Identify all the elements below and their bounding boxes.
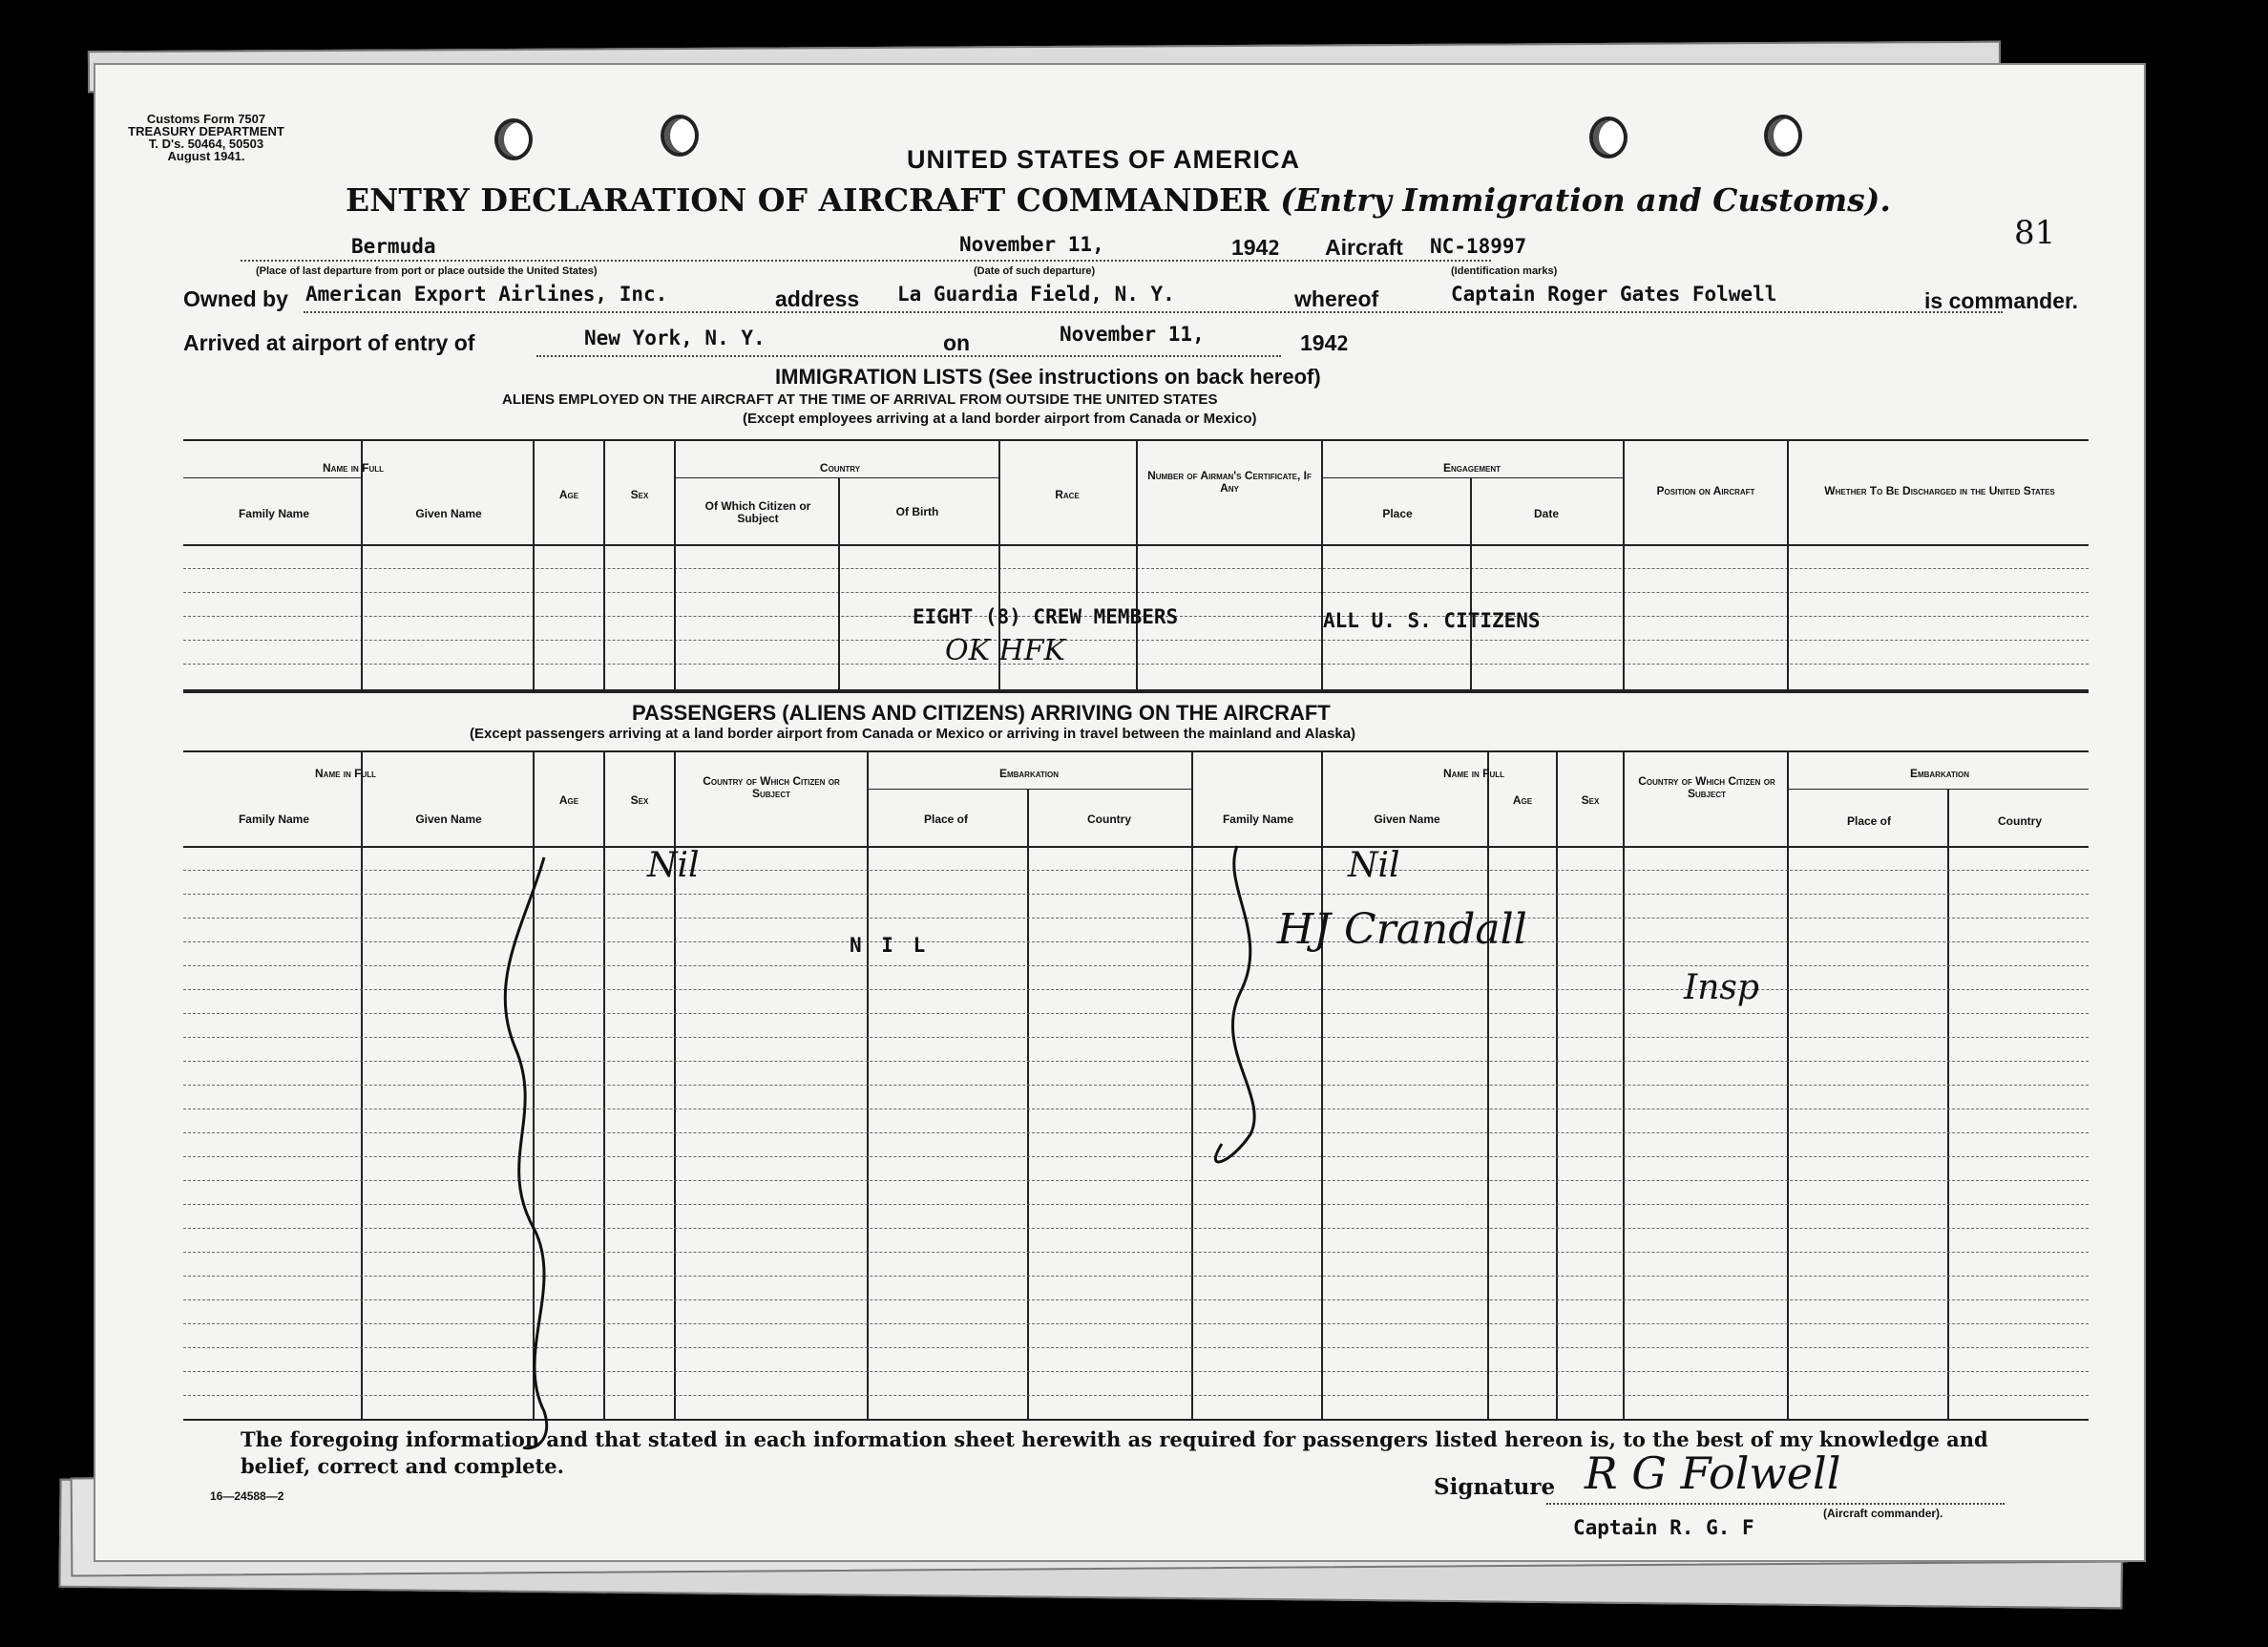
owned-by-label: Owned by — [183, 286, 288, 311]
nil-typed: N I L — [850, 934, 930, 957]
crew-members-note: EIGHT (8) CREW MEMBERS — [913, 605, 1179, 628]
commander-signature: R G Folwell — [1585, 1447, 1841, 1499]
handwritten-strike-lines — [95, 65, 2148, 1564]
pcol-country-2: Country — [1998, 814, 2042, 828]
pcol-place-of-2: Place of — [1846, 814, 1892, 828]
inspector-signature: HJ Crandall — [1277, 905, 1527, 954]
pcol-name-in-full-2: Name in Full — [1443, 767, 1504, 780]
title-main-text: ENTRY DECLARATION OF AIRCRAFT COMMANDER — [346, 181, 1270, 219]
col-of-birth: Of Birth — [895, 505, 939, 518]
col-engagement-date: Date — [1533, 507, 1559, 520]
arrival-date: November 11, — [1060, 323, 1205, 346]
pcol-sex: Sex — [630, 793, 649, 807]
pcol-age-2: Age — [1512, 793, 1533, 807]
form-country-title: UNITED STATES OF AMERICA — [907, 145, 1300, 174]
col-given-name: Given Name — [415, 507, 482, 520]
pcol-family-name: Family Name — [238, 813, 310, 826]
form-number: Customs Form 7507 — [146, 112, 266, 126]
year-suffix: 2 — [1336, 332, 1350, 355]
passengers-heading: PASSENGERS (ALIENS AND CITIZENS) ARRIVING ON THE AIRCRAFT — [632, 701, 1331, 725]
col-race: Race — [1055, 488, 1080, 501]
owner-address: La Guardia Field, N. Y. — [897, 283, 1175, 306]
col-citizen-of: Of Which Citizen or Subject — [704, 499, 811, 525]
owner-name: American Export Airlines, Inc. — [305, 283, 668, 306]
departure-date: November 11, — [959, 233, 1104, 256]
is-commander-label: is commander. — [1924, 288, 2079, 313]
immigration-title: IMMIGRATION LISTS — [775, 365, 983, 389]
address-label: address — [775, 286, 860, 311]
pcol-citizen-of-2: Country of Which Citizen or Subject — [1638, 774, 1775, 800]
arrival-airport: New York, N. Y. — [584, 327, 766, 349]
department: TREASURY DEPARTMENT — [128, 124, 284, 138]
aircraft-id-caption: (Identification marks) — [1451, 265, 1558, 277]
page-number: 81 — [2014, 214, 2056, 252]
col-age: Age — [558, 488, 579, 501]
pcol-embarkation: Embarkation — [998, 767, 1060, 780]
pcol-given-name-2: Given Name — [1374, 813, 1440, 826]
immigration-note: (See instructions on back hereof) — [988, 365, 1321, 389]
col-airman-certificate: Number of Airman's Certificate, If Any — [1147, 469, 1312, 495]
aircraft-label: Aircraft — [1325, 235, 1403, 260]
pcol-family-name-2: Family Name — [1222, 813, 1294, 826]
col-country: Country — [819, 461, 861, 475]
commander-name: Captain Roger Gates Folwell — [1451, 283, 1777, 306]
pcol-sex-2: Sex — [1581, 793, 1600, 807]
pcol-age: Age — [558, 793, 579, 807]
pcol-place-of: Place of — [923, 813, 969, 826]
col-engagement: Engagement — [1442, 461, 1501, 475]
title-paren-text: (Entry Immigration and Customs). — [1280, 181, 1891, 219]
treasury-decisions: T. D's. 50464, 50503 — [148, 137, 264, 151]
inspector-title: Insp — [1684, 968, 1759, 1007]
print-code: 16—24588—2 — [210, 1489, 284, 1503]
immigration-subnote: (Except employees arriving at a land border airport from Canada or Mexico) — [743, 411, 1257, 427]
passengers-subnote: (Except passengers arriving at a land border airport from Canada or Mexico or arriving in travel between the mainland and Alaska) — [470, 726, 1356, 742]
handwritten-approval: OK HFK — [945, 634, 1065, 667]
departure-place: Bermuda — [351, 235, 436, 258]
nil-handwritten-right: Nil — [1348, 846, 1400, 885]
declaration-text: The foregoing information and that stated in each information sheet herewith as required for passengers listed hereon is, to the best of my knowledge and belief, correct and complete. — [241, 1427, 1988, 1478]
col-name-in-full: Name in Full — [323, 461, 384, 475]
pcol-name-in-full: Name in Full — [315, 767, 376, 780]
arrival-on-label: on — [943, 330, 971, 355]
col-engagement-place: Place — [1382, 507, 1413, 520]
nil-handwritten-left: Nil — [647, 846, 700, 885]
pcol-country: Country — [1087, 813, 1131, 826]
commander-typed-name: Captain R. G. F — [1573, 1516, 1754, 1539]
aircraft-id: NC-18997 — [1430, 235, 1527, 258]
immigration-subheading: ALIENS EMPLOYED ON THE AIRCRAFT AT THE TIME OF ARRIVAL FROM OUTSIDE THE UNITED STATES — [502, 391, 1218, 408]
pcol-given-name: Given Name — [415, 813, 482, 826]
year-prefix: 194 — [1231, 235, 1269, 260]
col-sex: Sex — [630, 488, 649, 501]
pcol-embarkation-2: Embarkation — [1909, 767, 1970, 780]
whereof-label: whereof — [1294, 286, 1379, 311]
entry-declaration-form — [94, 63, 2146, 1562]
year-prefix: 194 — [1300, 330, 1337, 355]
col-family-name: Family Name — [238, 507, 310, 520]
year-suffix: 2 — [1268, 237, 1281, 260]
col-discharged: Whether To Be Discharged in the United States — [1824, 484, 2055, 497]
signature-label: Signature — [1434, 1474, 1556, 1500]
citizens-note: ALL U. S. CITIZENS — [1323, 609, 1541, 632]
pcol-citizen-of: Country of Which Citizen or Subject — [703, 774, 840, 800]
arrival-label: Arrived at airport of entry of — [183, 330, 475, 355]
departure-date-caption: (Date of such departure) — [974, 265, 1096, 277]
col-position: Position on Aircraft — [1656, 484, 1755, 497]
signature-caption: (Aircraft commander). — [1823, 1507, 1943, 1520]
departure-place-caption: (Place of last departure from port or place outside the United States) — [256, 265, 598, 277]
form-date: August 1941. — [167, 149, 245, 163]
